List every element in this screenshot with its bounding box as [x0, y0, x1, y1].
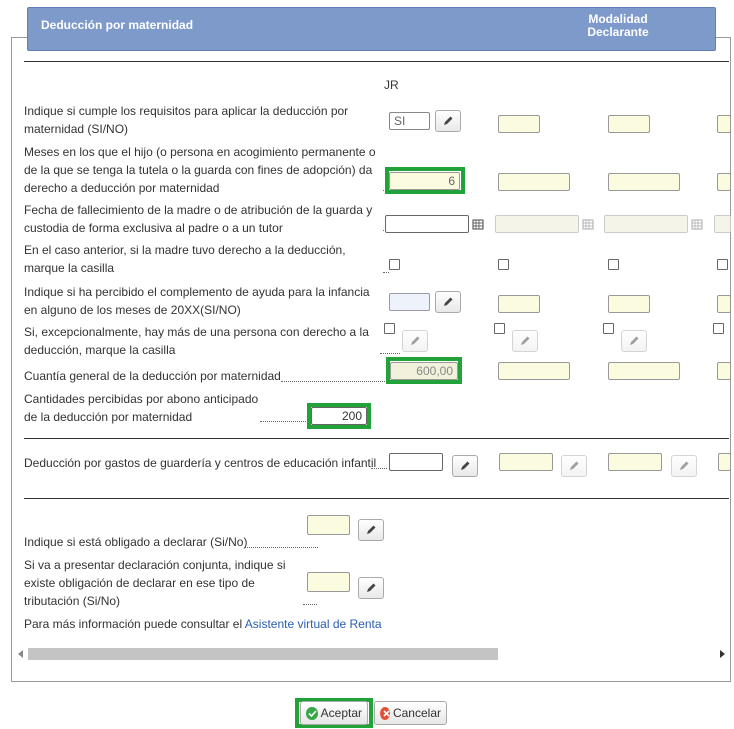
label-abono: Cantidades percibidas por abono anticipado de la deducción por maternidad [24, 392, 259, 424]
mas-personas-checkbox-4[interactable] [713, 323, 724, 334]
arrow-left-icon[interactable] [17, 650, 25, 658]
meses-input-4[interactable] [717, 173, 731, 191]
cancel-circle-icon [380, 707, 390, 720]
edit-obligado-button[interactable] [358, 519, 384, 541]
pencil-icon [459, 460, 471, 472]
edit-guarderia-button-2[interactable] [561, 455, 587, 477]
pencil-icon [568, 460, 580, 472]
complemento-input-3[interactable] [608, 295, 650, 313]
calendar-icon[interactable] [472, 218, 484, 230]
guarderia-input-2[interactable] [499, 453, 553, 471]
label-mas-personas: Si, excepcionalmente, hay más de una persona con derecho a la deducción, marque la casilla [24, 325, 369, 357]
obligado-input[interactable] [307, 515, 350, 535]
complemento-input[interactable] [389, 293, 430, 311]
edit-mas-personas-button-2[interactable] [512, 330, 538, 352]
edit-guarderia-button-3[interactable] [671, 455, 697, 477]
dialog-header [27, 7, 716, 51]
label-madre-derecho: En el caso anterior, si la madre tuvo derecho a la deducción, marque la casilla [24, 243, 346, 275]
asistente-link[interactable]: Asistente virtual de Renta [244, 617, 382, 631]
pencil-icon [442, 296, 454, 308]
conjunta-input[interactable] [307, 572, 350, 592]
complemento-input-2[interactable] [498, 295, 540, 313]
pencil-icon [442, 115, 454, 127]
fecha-input-4[interactable] [714, 215, 731, 233]
cuantia-input-2 [498, 362, 570, 380]
guarderia-input[interactable] [389, 453, 443, 471]
madre-derecho-checkbox-4[interactable] [717, 259, 728, 270]
label-fecha: Fecha de fallecimiento de la madre o de atribución de la guarda y custodia de forma exclusiva al padre o a un tutor [24, 203, 373, 235]
calendar-icon[interactable] [582, 218, 594, 230]
pencil-icon [519, 335, 531, 347]
edit-complemento-button[interactable] [435, 291, 461, 313]
mode-label: Modalidad Declarante [587, 12, 649, 39]
info-line: Para más información puede consultar el Asistente virtual de Renta [24, 617, 382, 631]
requisitos-input-4[interactable] [717, 115, 731, 133]
label-requisitos: Indique si cumple los requisitos para aplicar la deducción por maternidad (SI/NO) [24, 104, 349, 136]
mas-personas-checkbox-3[interactable] [603, 323, 614, 334]
edit-mas-personas-button[interactable] [402, 330, 428, 352]
column-head: JR [384, 78, 399, 92]
pencil-icon [365, 524, 377, 536]
abono-input[interactable]: 200 [311, 407, 367, 425]
requisitos-input[interactable]: SI [389, 112, 430, 130]
meses-input-2[interactable] [498, 173, 570, 191]
label-obligado: Indique si está obligado a declarar (Si/No) [24, 535, 248, 549]
complemento-input-4[interactable] [717, 295, 731, 313]
divider [24, 438, 729, 439]
cuantia-input: 600,00 [390, 362, 458, 380]
pencil-icon [678, 460, 690, 472]
edit-guarderia-button[interactable] [452, 455, 478, 477]
edit-conjunta-button[interactable] [358, 577, 384, 599]
label-cuantia: Cuantía general de la deducción por maternidad [24, 369, 281, 383]
horizontal-scrollbar[interactable] [14, 648, 728, 660]
label-conjunta: Si va a presentar declaración conjunta, indique si existe obligación de declarar en ese tipo de tributación (Si/No) [24, 558, 286, 608]
pencil-icon [365, 582, 377, 594]
dialog-title: Deducción por maternidad [41, 18, 194, 32]
fecha-input-3[interactable] [604, 215, 688, 233]
requisitos-input-2[interactable] [498, 115, 540, 133]
guarderia-input-4[interactable] [718, 453, 731, 471]
mas-personas-checkbox[interactable] [384, 323, 395, 334]
meses-input[interactable]: 6 [389, 172, 460, 190]
edit-requisitos-button[interactable] [435, 110, 461, 132]
divider [24, 61, 729, 62]
pencil-icon [628, 335, 640, 347]
calendar-icon[interactable] [691, 218, 703, 230]
madre-derecho-checkbox-3[interactable] [608, 259, 619, 270]
cuantia-input-4 [717, 362, 731, 380]
pencil-icon [409, 335, 421, 347]
madre-derecho-checkbox-2[interactable] [498, 259, 509, 270]
requisitos-input-3[interactable] [608, 115, 650, 133]
madre-derecho-checkbox[interactable] [389, 259, 400, 270]
fecha-input[interactable] [385, 215, 469, 233]
fecha-input-2[interactable] [495, 215, 579, 233]
edit-mas-personas-button-3[interactable] [621, 330, 647, 352]
label-complemento: Indique si ha percibido el complemento de ayuda para la infancia en alguno de los meses de 20XX(SI/NO) [24, 285, 370, 317]
meses-input-3[interactable] [608, 173, 680, 191]
cancel-button[interactable]: Cancelar [374, 701, 447, 725]
accept-button[interactable]: Aceptar [300, 701, 368, 725]
scrollbar-thumb[interactable] [28, 648, 498, 660]
cuantia-input-3 [608, 362, 680, 380]
check-circle-icon [306, 707, 318, 720]
mas-personas-checkbox-2[interactable] [494, 323, 505, 334]
divider [24, 498, 729, 499]
guarderia-input-3[interactable] [608, 453, 662, 471]
label-guarderia: Deducción por gastos de guardería y centros de educación infantil [24, 456, 377, 470]
label-meses: Meses en los que el hijo (o persona en acogimiento permanente o de la que se tenga la tutela o la guarda con fines de adopción) da derecho a deducción por maternidad [24, 145, 376, 195]
arrow-right-icon[interactable] [718, 650, 726, 658]
